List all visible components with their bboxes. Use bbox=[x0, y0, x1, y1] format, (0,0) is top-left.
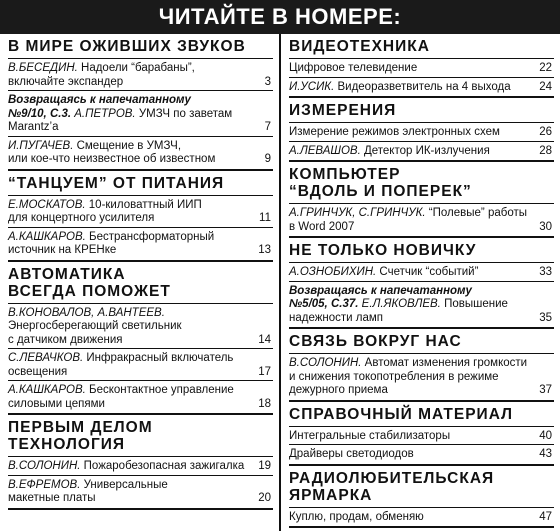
section-rule bbox=[289, 203, 554, 204]
entry-page-number: 28 bbox=[539, 144, 552, 157]
section-title bbox=[289, 238, 554, 261]
section-title bbox=[289, 466, 554, 506]
section-title-line: ВСЕГДА ПОМОЖЕТ bbox=[8, 282, 171, 300]
entry-page-number: 47 bbox=[539, 510, 552, 523]
entry-page-number: 14 bbox=[258, 333, 271, 346]
entry-text: Смещение в УМЗЧ, bbox=[73, 139, 182, 152]
entry-author: А.ОЗНОБИХИН. bbox=[289, 266, 377, 278]
entry-page-number: 43 bbox=[539, 448, 552, 460]
right-column bbox=[281, 34, 560, 531]
entry-text: Цифровое телевидение bbox=[289, 62, 418, 74]
entry-text: Бестрансформаторный bbox=[85, 230, 215, 243]
toc-entry[interactable] bbox=[8, 307, 273, 348]
toc-entry[interactable] bbox=[289, 207, 554, 234]
entry-text: освещения bbox=[8, 365, 68, 378]
entry-text: Автомат изменения громкости bbox=[361, 357, 528, 369]
entry-rule bbox=[289, 281, 554, 282]
entry-line bbox=[8, 366, 247, 380]
entry-page-number: 18 bbox=[258, 397, 271, 410]
section-rule bbox=[8, 456, 273, 457]
entry-line bbox=[8, 398, 247, 412]
entry-line bbox=[289, 62, 528, 76]
entry-text: Драйверы светодиодов bbox=[289, 448, 414, 460]
entry-author: В.КОНОВАЛОВ, А.ВАНТЕЕВ. bbox=[8, 306, 165, 319]
entry-line bbox=[289, 298, 528, 312]
entry-text: дежурного приема bbox=[289, 384, 388, 396]
entry-line bbox=[8, 334, 247, 348]
toc-entry[interactable] bbox=[289, 145, 554, 159]
entry-line bbox=[8, 153, 247, 167]
section-rule bbox=[289, 353, 554, 354]
left-column bbox=[0, 34, 279, 531]
toc-section bbox=[281, 466, 560, 529]
entry-line bbox=[8, 492, 247, 506]
toc-section bbox=[281, 402, 560, 466]
entry-page-number: 3 bbox=[264, 75, 271, 88]
entry-page-number: 40 bbox=[539, 429, 552, 442]
entry-author: В.СОЛОНИН. bbox=[289, 357, 362, 369]
entry-line bbox=[8, 199, 247, 213]
entry-line bbox=[8, 62, 247, 76]
section-rule bbox=[289, 262, 554, 263]
entry-page-number: 13 bbox=[258, 244, 271, 256]
toc-entry[interactable] bbox=[289, 511, 554, 525]
entry-rule bbox=[8, 380, 273, 381]
entry-rule bbox=[289, 141, 554, 142]
section-rule bbox=[8, 195, 273, 196]
entry-page-number: 30 bbox=[539, 220, 552, 233]
entry-author: А.КАШКАРОВ. bbox=[8, 230, 86, 243]
entry-line bbox=[8, 121, 247, 135]
section-title-line: КОМПЬЮТЕР bbox=[289, 166, 401, 183]
entry-line bbox=[289, 430, 528, 444]
entry-line bbox=[289, 221, 528, 235]
toc-section bbox=[281, 162, 560, 238]
section-title bbox=[289, 402, 554, 425]
entry-text: и снижения токопотребления в режиме bbox=[289, 370, 499, 383]
entry-text: Детектор ИК-излучения bbox=[360, 144, 490, 157]
toc-section bbox=[0, 415, 279, 510]
section-title-line: “ВДОЛЬ И ПОПЕРЕК” bbox=[289, 183, 472, 200]
section-rule bbox=[289, 122, 554, 123]
entry-text: с датчиком движения bbox=[8, 333, 123, 346]
entry-text: Инфракрасный включатель bbox=[83, 352, 234, 364]
entry-text: Пожаробезопасная зажигалка bbox=[80, 460, 245, 472]
toc-entry[interactable] bbox=[289, 357, 554, 398]
entry-text: Интегральные стабилизаторы bbox=[289, 429, 451, 442]
entry-line bbox=[8, 140, 247, 154]
banner-title: ЧИТАЙТЕ В НОМЕРЕ: bbox=[158, 4, 402, 29]
entry-line bbox=[289, 448, 528, 462]
toc-entry[interactable] bbox=[8, 140, 273, 167]
entry-author: В.БЕСЕДИН. bbox=[8, 62, 78, 74]
section-title bbox=[8, 171, 273, 194]
entry-rule bbox=[8, 475, 273, 476]
entry-line bbox=[8, 231, 247, 245]
toc-section bbox=[0, 34, 279, 171]
entry-text: Счетчик “событий” bbox=[376, 266, 479, 278]
section-title-line: ВИДЕОТЕХНИКА bbox=[289, 38, 430, 55]
toc-section bbox=[281, 329, 560, 402]
entry-author: В.ЕФРЕМОВ. bbox=[8, 478, 81, 491]
entry-text: Универсальные bbox=[80, 478, 168, 491]
entry-author: А.ПЕТРОВ. bbox=[74, 107, 136, 120]
section-title-line: НЕ ТОЛЬКО НОВИЧКУ bbox=[289, 242, 477, 259]
entry-text: в Word 2007 bbox=[289, 220, 355, 233]
toc-entry[interactable] bbox=[289, 448, 554, 462]
entry-line bbox=[8, 460, 247, 474]
entry-page-number: 24 bbox=[539, 80, 552, 93]
entry-text: надежности ламп bbox=[289, 311, 384, 324]
section-rule bbox=[8, 58, 273, 59]
section-rule bbox=[289, 58, 554, 59]
entry-page-number: 9 bbox=[264, 153, 271, 165]
entry-line bbox=[8, 320, 247, 334]
entry-page-number: 19 bbox=[258, 460, 271, 472]
toc-entry[interactable] bbox=[8, 384, 273, 411]
entry-rule bbox=[289, 77, 554, 78]
entry-rule bbox=[289, 444, 554, 445]
toc-entry[interactable] bbox=[8, 62, 273, 89]
entry-line bbox=[8, 76, 247, 90]
entry-line bbox=[8, 244, 247, 258]
entry-line bbox=[289, 511, 528, 525]
entry-text: УМЗЧ по заветам bbox=[135, 107, 233, 120]
entry-author: Е.Л.ЯКОВЛЕВ. bbox=[361, 298, 441, 310]
section-rule bbox=[289, 426, 554, 427]
section-title-line: ЯРМАРКА bbox=[289, 486, 373, 504]
entry-reference: Возвращаясь к напечатанному bbox=[289, 284, 472, 297]
entry-page-number: 33 bbox=[539, 266, 552, 278]
entry-page-number: 26 bbox=[539, 126, 552, 138]
entry-page-number: 37 bbox=[539, 384, 552, 396]
entry-author: В.СОЛОНИН. bbox=[8, 460, 81, 472]
toc-entry[interactable] bbox=[8, 94, 273, 135]
entry-text: для концертного усилителя bbox=[8, 212, 155, 224]
entry-line bbox=[289, 384, 528, 398]
entry-text: 10-киловаттный ИИП bbox=[85, 198, 202, 211]
entry-text: Измерение режимов электронных схем bbox=[289, 126, 500, 138]
toc-entry[interactable] bbox=[289, 62, 554, 76]
entry-reference: Возвращаясь к напечатанному bbox=[8, 94, 191, 106]
entry-rule bbox=[8, 227, 273, 228]
entry-page-number: 22 bbox=[539, 62, 552, 74]
section-title bbox=[289, 98, 554, 121]
toc-entry[interactable] bbox=[8, 460, 273, 474]
section-end-rule bbox=[8, 508, 273, 510]
entry-page-number: 20 bbox=[258, 492, 271, 504]
entry-text: Энергосберегающий светильник bbox=[8, 320, 182, 332]
entry-text: включайте экспандер bbox=[8, 75, 124, 88]
entry-line bbox=[289, 285, 528, 299]
entry-rule bbox=[8, 90, 273, 91]
entry-text: или кое-что неизвестное об известном bbox=[8, 153, 216, 165]
entry-text: Куплю, продам, обменяю bbox=[289, 510, 424, 523]
entry-line bbox=[289, 357, 528, 371]
section-title-line: ИЗМЕРЕНИЯ bbox=[289, 102, 397, 119]
contents-banner bbox=[0, 0, 560, 34]
section-title-line: РАДИОЛЮБИТЕЛЬСКАЯ bbox=[289, 469, 495, 487]
entry-page-number: 17 bbox=[258, 365, 271, 378]
toc-section bbox=[0, 171, 279, 262]
toc-entry[interactable] bbox=[8, 352, 273, 379]
entry-reference: №5/05, С.37. bbox=[289, 298, 359, 310]
entry-author: А.ГРИНЧУК, С.ГРИНЧУК. bbox=[289, 207, 426, 219]
entry-page-number: 11 bbox=[259, 212, 271, 224]
entry-reference: №9/10, С.3. bbox=[8, 107, 72, 120]
toc-entry[interactable] bbox=[289, 266, 554, 280]
entry-rule bbox=[8, 348, 273, 349]
toc-section bbox=[281, 238, 560, 329]
toc-entry[interactable] bbox=[289, 126, 554, 140]
section-title bbox=[289, 329, 554, 352]
section-title bbox=[289, 34, 554, 57]
section-title-line: СВЯЗЬ ВОКРУГ НАС bbox=[289, 333, 462, 350]
entry-line bbox=[8, 212, 247, 226]
entry-page-number: 35 bbox=[539, 311, 552, 324]
section-title bbox=[8, 34, 273, 57]
entry-line bbox=[8, 479, 247, 493]
section-title-line: ТЕХНОЛОГИЯ bbox=[8, 436, 126, 453]
entry-line bbox=[8, 307, 247, 321]
entry-author: Е.МОСКАТОВ. bbox=[8, 198, 86, 211]
entry-text: силовыми цепями bbox=[8, 397, 105, 410]
section-title bbox=[8, 415, 273, 455]
entry-line bbox=[289, 126, 528, 140]
entry-line bbox=[8, 94, 247, 108]
toc-entry[interactable] bbox=[289, 285, 554, 326]
entry-author: А.КАШКАРОВ. bbox=[8, 384, 86, 396]
entry-line bbox=[289, 266, 528, 280]
toc-section bbox=[281, 98, 560, 162]
entry-text: Видеоразветвитель на 4 выхода bbox=[334, 80, 511, 93]
entry-line bbox=[289, 145, 528, 159]
toc-section bbox=[0, 262, 279, 416]
entry-text: Marantz’a bbox=[8, 121, 59, 133]
entry-line bbox=[289, 81, 528, 95]
entry-author: А.ЛЕВАШОВ. bbox=[289, 144, 361, 157]
entry-rule bbox=[8, 136, 273, 137]
entry-page-number: 7 bbox=[264, 121, 271, 133]
entry-line bbox=[8, 108, 247, 122]
section-title bbox=[8, 262, 273, 302]
toc-entry[interactable] bbox=[8, 199, 273, 226]
toc-entry[interactable] bbox=[8, 479, 273, 506]
section-title-line: АВТОМАТИКА bbox=[8, 265, 126, 283]
entry-author: И.ПУГАЧЕВ. bbox=[8, 139, 74, 152]
section-title-line: СПРАВОЧНЫЙ МАТЕРИАЛ bbox=[289, 405, 513, 423]
entry-line bbox=[289, 207, 528, 221]
section-end-rule bbox=[289, 526, 554, 528]
toc-entry[interactable] bbox=[289, 430, 554, 444]
entry-text: Надоели “барабаны”, bbox=[77, 62, 195, 74]
toc-section bbox=[281, 34, 560, 98]
entry-text: источник на КРЕНке bbox=[8, 244, 117, 256]
entry-line bbox=[8, 384, 247, 398]
entry-text: “Полевые” работы bbox=[425, 207, 527, 219]
section-title-line: В МИРЕ ОЖИВШИХ ЗВУКОВ bbox=[8, 38, 246, 55]
entry-line bbox=[289, 371, 528, 385]
section-rule bbox=[8, 303, 273, 304]
toc-entry[interactable] bbox=[8, 231, 273, 258]
section-title-line: ПЕРВЫМ ДЕЛОМ bbox=[8, 419, 153, 436]
entry-text: макетные платы bbox=[8, 492, 96, 504]
entry-line bbox=[8, 352, 247, 366]
entry-author: И.УСИК. bbox=[289, 80, 335, 93]
entry-text: Повышение bbox=[440, 298, 508, 310]
entry-line bbox=[289, 312, 528, 326]
toc-entry[interactable] bbox=[289, 81, 554, 95]
entry-author: С.ЛЕВАЧКОВ. bbox=[8, 352, 84, 364]
section-title bbox=[289, 162, 554, 202]
section-title-line: “ТАНЦУЕМ” ОТ ПИТАНИЯ bbox=[8, 174, 225, 192]
section-rule bbox=[289, 507, 554, 508]
entry-text: Бесконтактное управление bbox=[85, 384, 234, 396]
